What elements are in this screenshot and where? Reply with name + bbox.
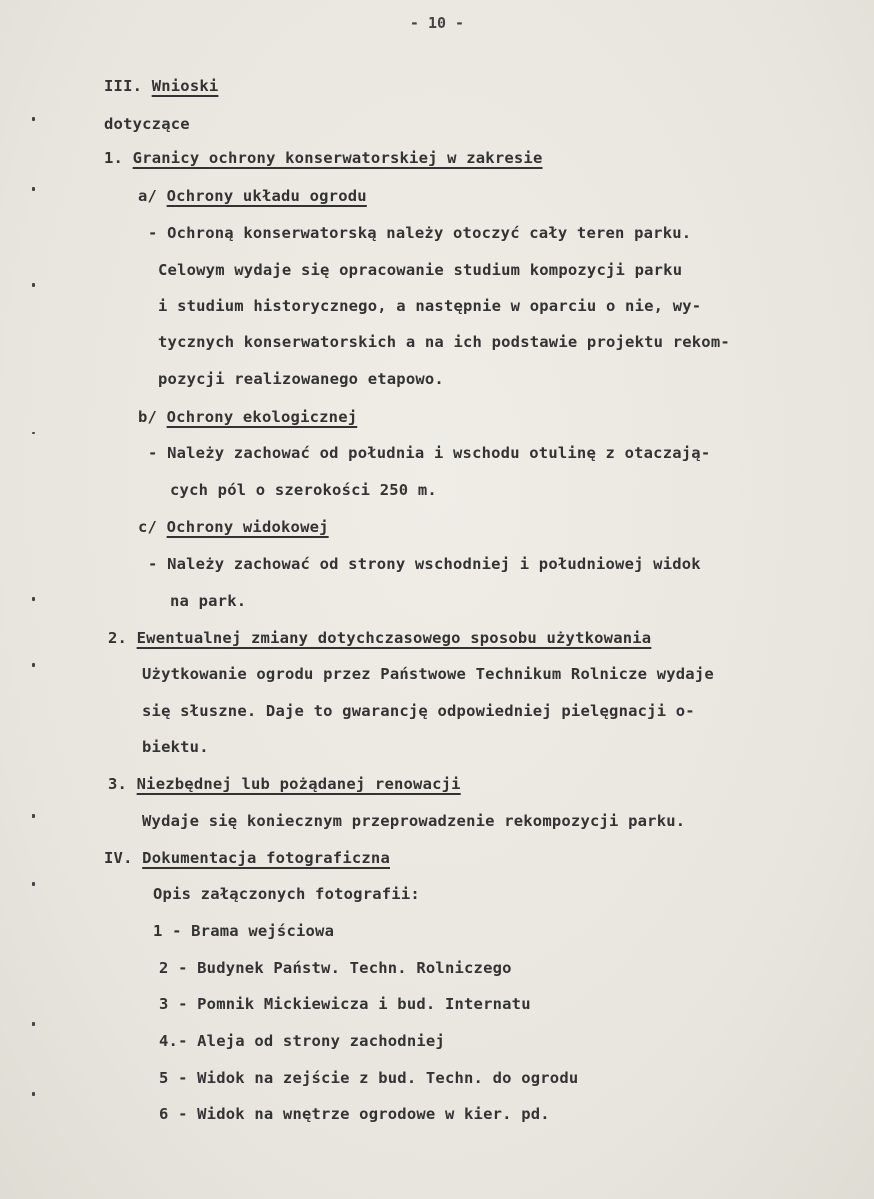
page-number: - 10 - xyxy=(409,14,465,32)
point-a-line: i studium historycznego, a następnie w oparciu o nie, wy- xyxy=(158,297,702,315)
point-a-line: pozycji realizowanego etapowo. xyxy=(158,370,444,388)
point-c-heading: c/ Ochrony widokowej xyxy=(138,518,329,536)
margin-mark xyxy=(32,283,35,287)
margin-mark xyxy=(32,597,35,601)
point-3-line: Wydaje się koniecznym przeprowadzenie rekompozycji parku. xyxy=(142,812,686,830)
point-2-line: biektu. xyxy=(142,738,209,756)
point-3-heading: 3. Niezbędnej lub pożądanej renowacji xyxy=(108,775,461,793)
section-iv-heading: IV. Dokumentacja fotograficzna xyxy=(104,849,390,867)
margin-mark xyxy=(32,187,35,191)
point-b-line: - Należy zachować od południa i wschodu otulinę z otaczają- xyxy=(148,444,711,462)
photo-list-item: 4.- Aleja od strony zachodniej xyxy=(159,1032,445,1050)
point-c-line: na park. xyxy=(170,592,247,610)
point-b-line: cych pól o szerokości 250 m. xyxy=(170,481,437,499)
margin-mark xyxy=(32,1022,35,1026)
margin-mark xyxy=(32,117,35,121)
photo-list-item: 2 - Budynek Państw. Techn. Rolniczego xyxy=(159,959,512,977)
point-a-heading: a/ Ochrony układu ogrodu xyxy=(138,187,367,205)
margin-mark xyxy=(32,882,35,886)
photo-list-intro: Opis załączonych fotografii: xyxy=(153,885,420,903)
photo-list-item: 6 - Widok na wnętrze ogrodowe w kier. pd. xyxy=(159,1105,550,1123)
point-2-line: się słuszne. Daje to gwarancję odpowiedniej pielęgnacji o- xyxy=(142,702,695,720)
point-2-heading: 2. Ewentualnej zmiany dotychczasowego sposobu użytkowania xyxy=(108,629,652,647)
section-title: Wnioski xyxy=(151,77,219,95)
photo-list-item: 1 - Brama wejściowa xyxy=(153,922,335,940)
point-2-line: Użytkowanie ogrodu przez Państwowe Technikum Rolnicze wydaje xyxy=(142,665,714,683)
margin-mark xyxy=(32,1092,35,1096)
margin-mark xyxy=(32,663,35,667)
point-a-line: - Ochroną konserwatorską należy otoczyć cały teren parku. xyxy=(148,224,692,242)
margin-mark xyxy=(32,814,35,818)
section-iii-heading xyxy=(104,77,218,95)
photo-list-item: 3 - Pomnik Mickiewicza i bud. Internatu xyxy=(159,995,531,1013)
point-a-line: tycznych konserwatorskich a na ich podstawie projektu rekom- xyxy=(158,333,730,351)
margin-mark xyxy=(32,432,35,434)
section-number: III. xyxy=(104,77,143,95)
point-c-line: - Należy zachować od strony wschodniej i południowej widok xyxy=(148,555,701,573)
point-a-line: Celowym wydaje się opracowanie studium kompozycji parku xyxy=(158,261,683,279)
point-b-heading: b/ Ochrony ekologicznej xyxy=(138,408,358,426)
point-1-heading: 1. Granicy ochrony konserwatorskiej w zakresie xyxy=(104,149,543,167)
photo-list-item: 5 - Widok na zejście z bud. Techn. do ogrodu xyxy=(159,1069,579,1087)
subheading: dotyczące xyxy=(104,115,190,133)
